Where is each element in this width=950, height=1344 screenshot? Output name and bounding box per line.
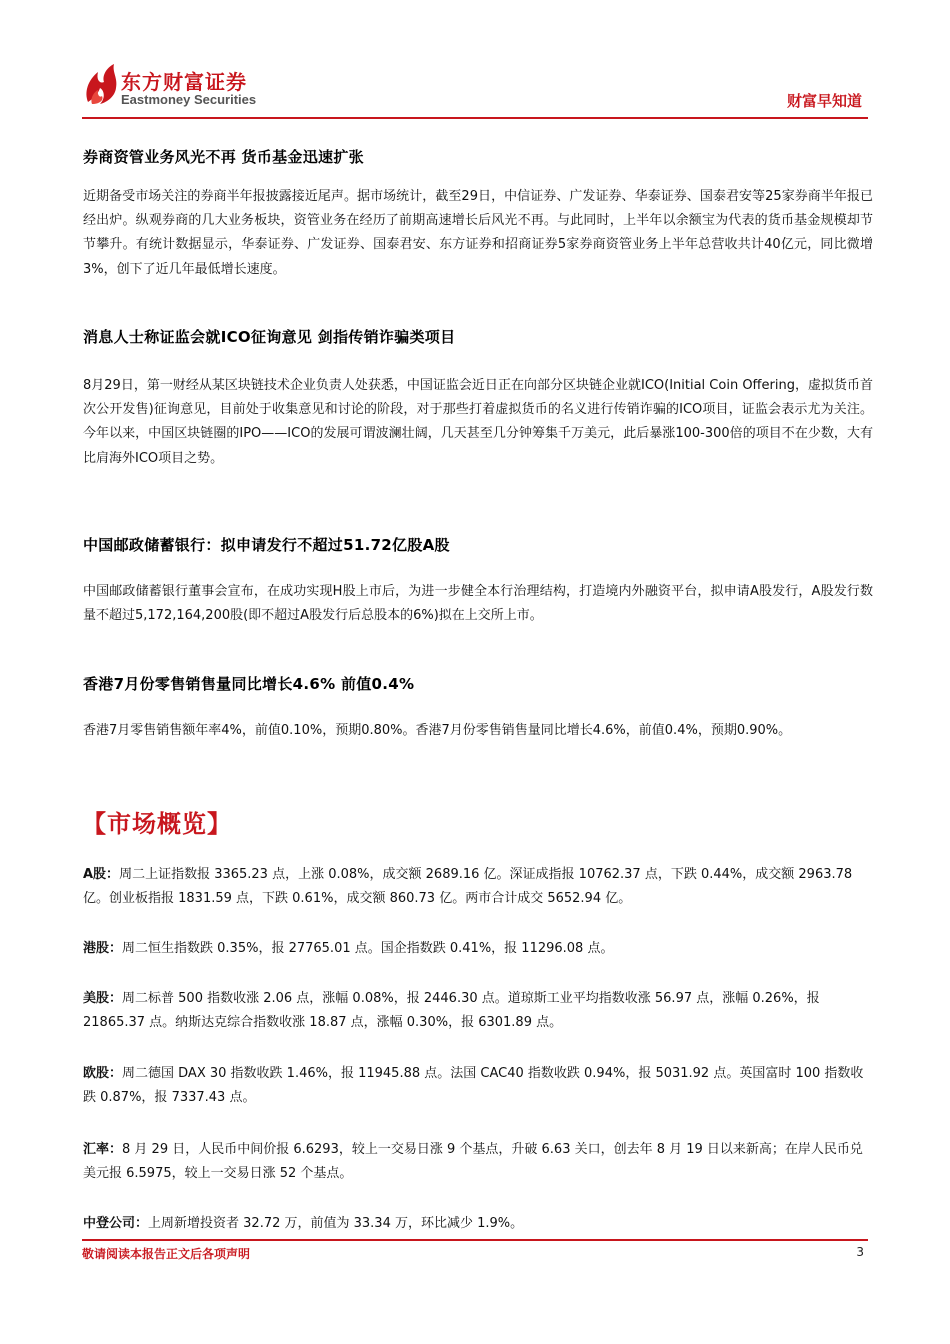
- market-label: 汇率：: [83, 1142, 123, 1157]
- market-text: 周二恒生指数跌 0.35%，报 27765.01 点。国企指数跌 0.41%，报 11296.08 点。: [122, 941, 614, 956]
- market-text: 周二标普 500 指数收涨 2.06 点，涨幅 0.08%，报 2446.30 点。道琼斯工业平均指数收涨 56.97 点，涨幅 0.26%，报 21865.37 点。纳斯达克综合指数收涨 18.87 点，涨幅 0.30%，报 6301.89 点。: [83, 991, 820, 1031]
- market-text: 8 月 29 日，人民币中间价报 6.6293，较上一交易日涨 9 个基点，升破 6.63 关口，创去年 8 月 19 日以来新高；在岸人民币兑美元报 6.5975，较上一交易日涨 52 个基点。: [83, 1142, 863, 1182]
- market-item-fx: [83, 1138, 873, 1186]
- market-label: 港股：: [83, 941, 123, 956]
- market-label: 美股：: [83, 991, 123, 1006]
- brand-name-en: Eastmoney Securities: [121, 92, 257, 107]
- footer-divider: [82, 1239, 868, 1241]
- article-body: 8月29日，第一财经从某区块链技术企业负责人处获悉，中国证监会近日正在向部分区块链企业就ICO(Initial Coin Offering，虚拟货币首次公开发售)征询意见，目前处于收集意见和讨论的阶段，对于那些打着虚拟货币的名义进行传销诈骗的ICO项目，证监会表示尤为关注。 今年以来，中国区块链圈的IPO——ICO的发展可谓波澜壮阔，几天甚至几分钟筹集千万美元，此后暴涨100-300倍的项目不在少数，大有比肩海外ICO项目之势。: [83, 378, 873, 466]
- footer-disclaimer: 敬请阅读本报告正文后各项声明: [82, 1247, 251, 1261]
- market-text: 周二上证指数报 3365.23 点，上涨 0.08%，成交额 2689.16 亿。深证成指报 10762.37 点，下跌 0.44%，成交额 2963.78 亿。创业板指报 1831.59 点，下跌 0.61%，成交额 860.73 亿。两市合计成交 5652.94 亿。: [83, 867, 853, 907]
- market-item-csdc: [83, 1212, 873, 1236]
- article-body: 近期备受市场关注的券商半年报披露接近尾声。据市场统计，截至29日，中信证券、广发证券、华泰证券、国泰君安等25家券商半年报已经出炉。纵观券商的几大业务板块，资管业务在经历了前期高速增长后风光不再。与此同时，上半年以余额宝为代表的货币基金规模却节节攀升。有统计数据显示，华泰证券、广发证券、国泰君安、东方证券和招商证券5家券商资管业务上半年总营收共计40亿元，同比微增3%，创下了近几年最低增长速度。: [83, 189, 873, 277]
- flame-logo-icon: [82, 62, 122, 106]
- brand-name-cn: 东方财富证券: [121, 70, 247, 94]
- market-label: 欧股：: [83, 1066, 123, 1081]
- article-title: 券商资管业务风光不再 货币基金迅速扩张: [83, 148, 364, 166]
- market-item-a-share: [83, 863, 873, 911]
- article-body: 中国邮政储蓄银行董事会宣布，在成功实现H股上市后，为进一步健全本行治理结构，打造境内外融资平台，拟申请A股发行，A股发行数量不超过5,172,164,200股(即不超过A股发行后总股本的6%)拟在上交所上市。: [83, 584, 873, 624]
- article-title: 香港7月份零售销售量同比增长4.6% 前值0.4%: [83, 675, 415, 693]
- article-body: 香港7月零售销售额年率4%，前值0.10%，预期0.80%。香港7月份零售销售量同比增长4.6%，前值0.4%，预期0.90%。: [83, 723, 792, 738]
- market-item-us: [83, 987, 873, 1035]
- market-text: 周二德国 DAX 30 指数收跌 1.46%，报 11945.88 点。法国 CAC40 指数收跌 0.94%，报 5031.92 点。英国富时 100 指数收跌 0.87%，报 7337.43 点。: [83, 1066, 864, 1106]
- market-item-hk: [83, 937, 873, 961]
- article-title: 中国邮政储蓄银行：拟申请发行不超过51.72亿股A股: [83, 536, 450, 554]
- market-overview-title: 【市场概览】: [82, 810, 232, 838]
- article-title: 消息人士称证监会就ICO征询意见 剑指传销诈骗类项目: [83, 328, 456, 346]
- report-tag: 财富早知道: [786, 92, 862, 110]
- market-text: 上周新增投资者 32.72 万，前值为 33.34 万，环比减少 1.9%。: [148, 1216, 524, 1231]
- header-divider: [82, 117, 868, 119]
- market-label: 中登公司：: [83, 1216, 149, 1231]
- market-item-eu: [83, 1062, 873, 1110]
- market-label: A股：: [83, 867, 120, 882]
- page-number: 3: [856, 1245, 864, 1259]
